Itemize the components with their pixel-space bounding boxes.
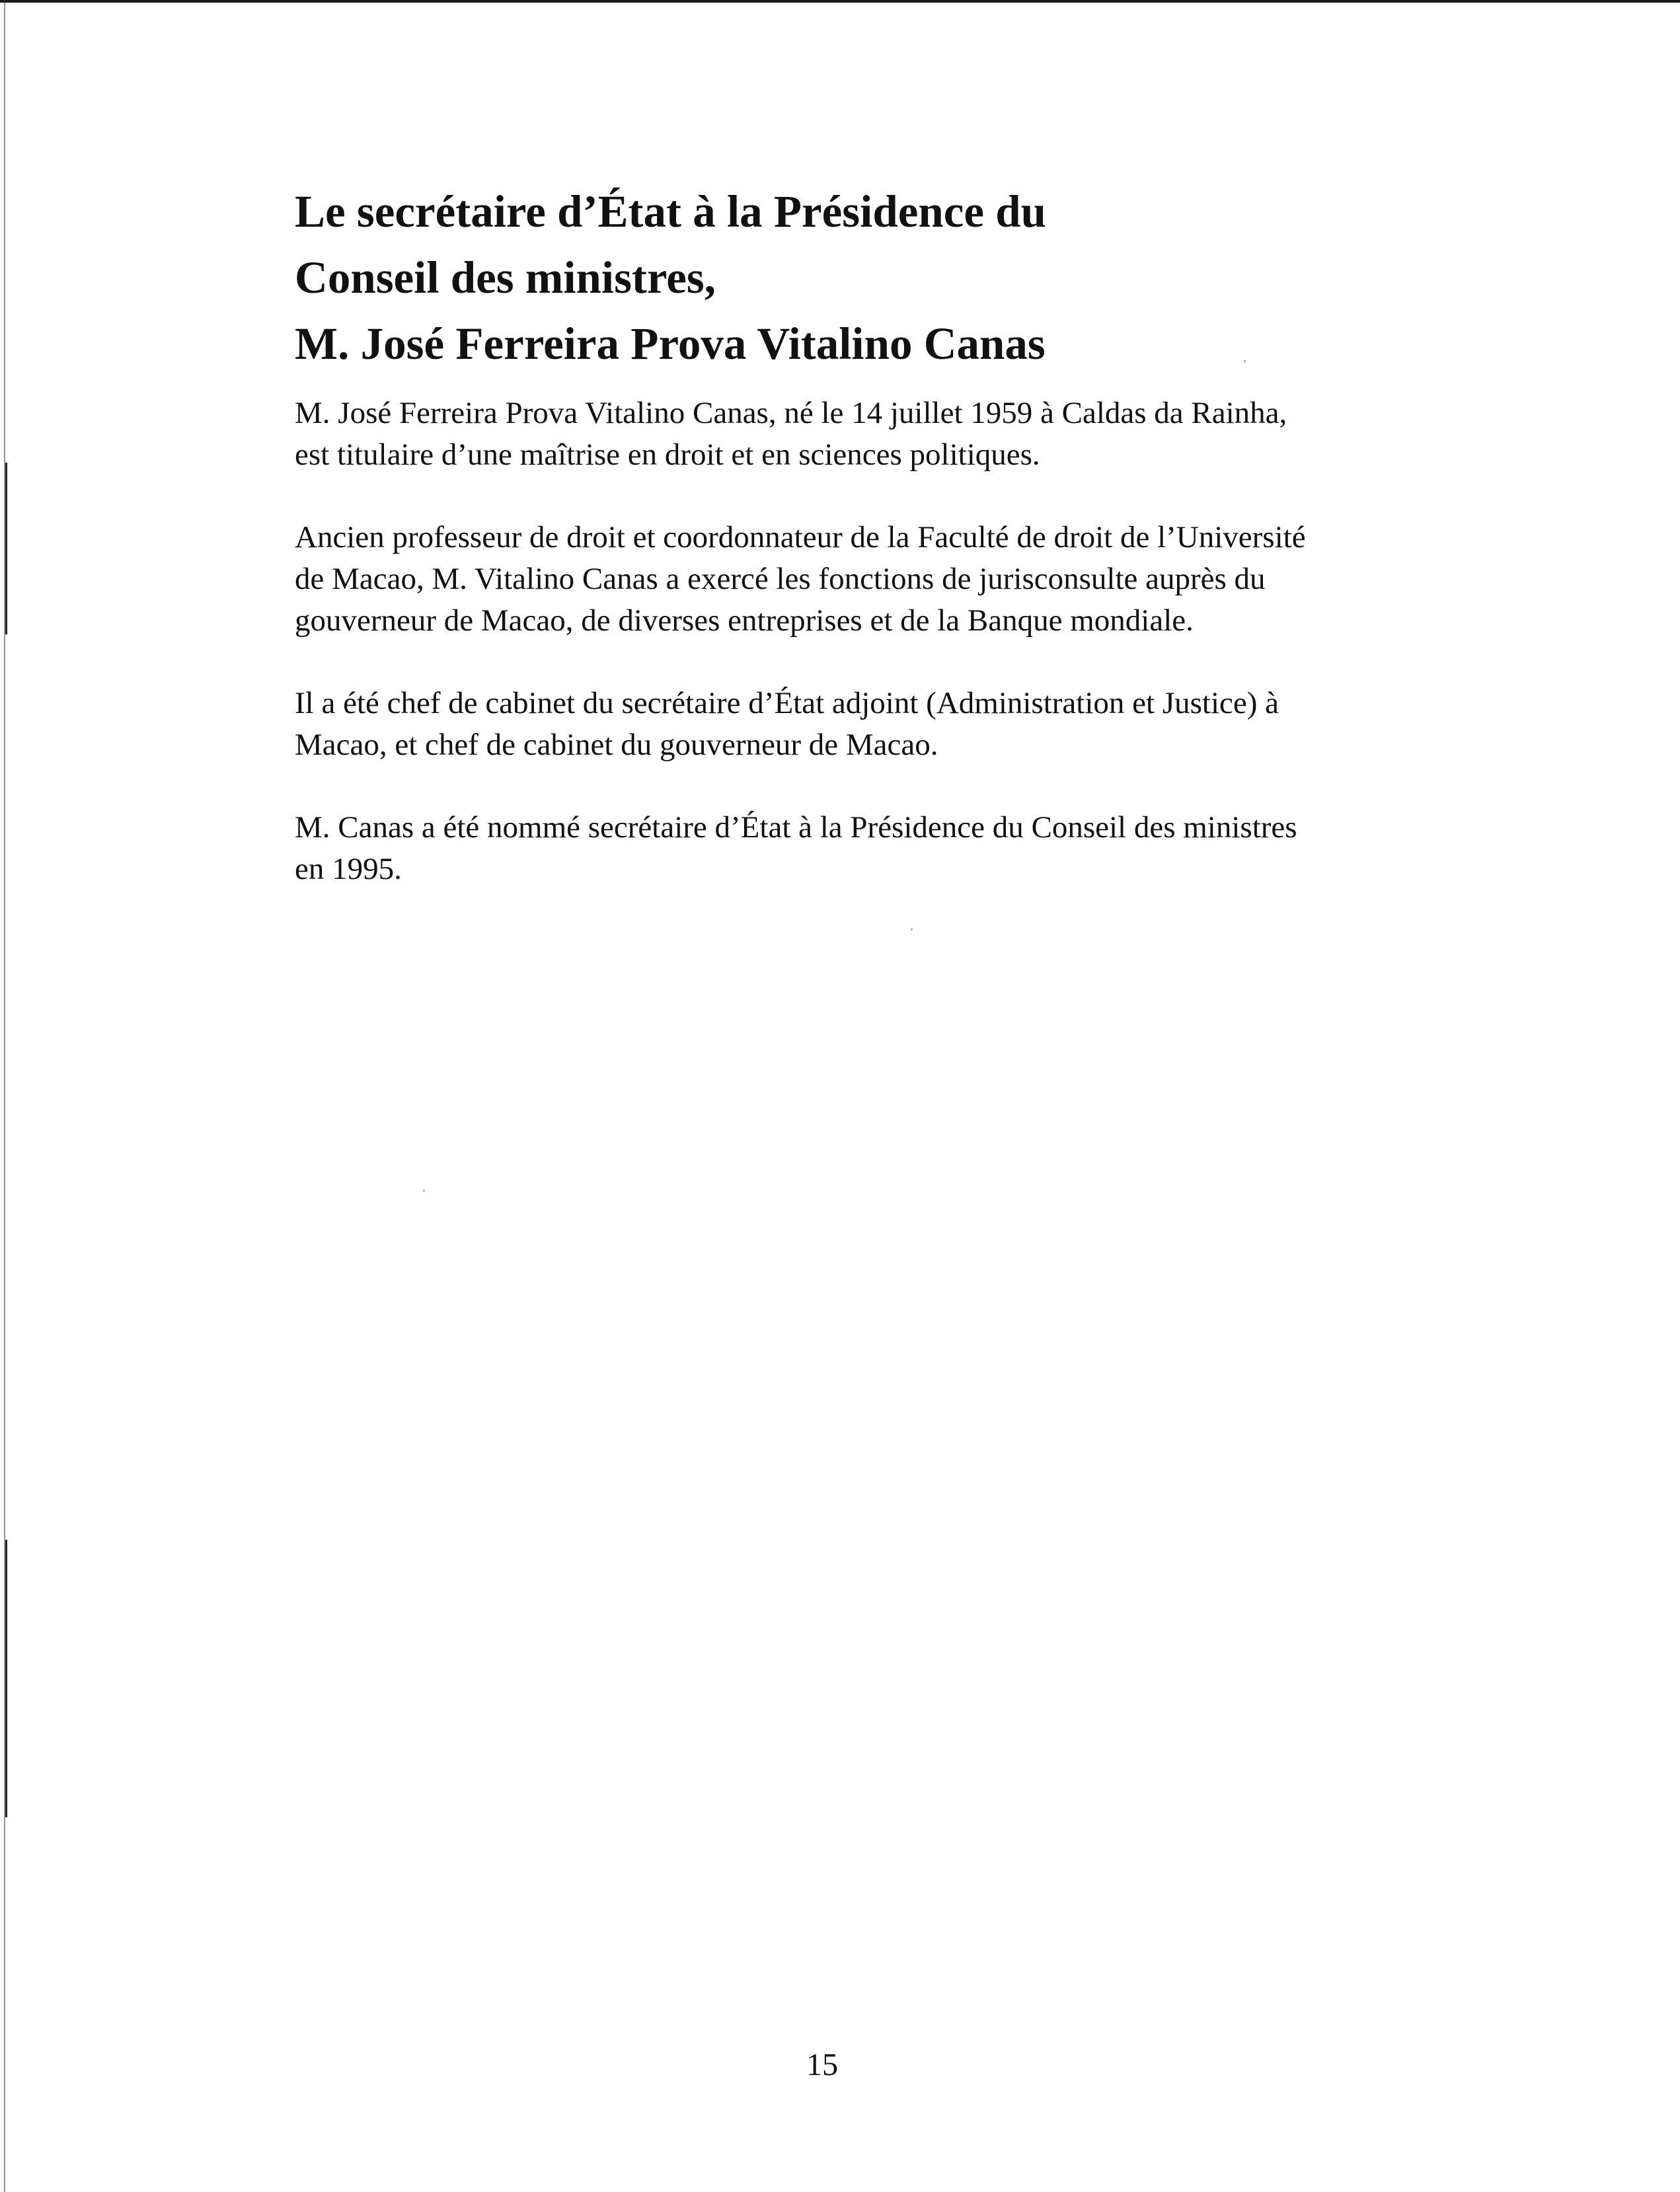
paragraph-line: M. José Ferreira Prova Vitalino Canas, né le 14 juillet 1959 à Caldas da Rainha, [295, 396, 1287, 430]
paragraph-line: M. Canas a été nommé secrétaire d’État à la Présidence du Conseil des ministres [295, 810, 1297, 845]
page-number: 15 [806, 2047, 838, 2082]
paragraph-line: en 1995. [295, 852, 402, 886]
scan-speck [423, 1190, 425, 1191]
paragraph-cabinet [295, 683, 1451, 766]
paragraph-line: Macao, et chef de cabinet du gouverneur de Macao. [295, 728, 938, 762]
paragraph-line: est titulaire d’une maîtrise en droit et en sciences politiques. [295, 437, 1040, 472]
paragraph-line: Il a été chef de cabinet du secrétaire d’État adjoint (Administration et Justice) à [295, 686, 1279, 720]
scan-left-edge-shadow-2 [5, 1540, 7, 1817]
title-line: Le secrétaire d’État à la Présidence du [295, 186, 1046, 237]
scan-top-edge [0, 0, 1680, 3]
title-line: Conseil des ministres, [295, 252, 716, 303]
body-text [295, 393, 1451, 931]
scan-left-edge-shadow-1 [5, 463, 7, 634]
page-title [295, 178, 1484, 377]
paragraph-birth-education [295, 393, 1451, 476]
scan-left-edge [4, 0, 5, 2192]
title-line: M. José Ferreira Prova Vitalino Canas [295, 319, 1046, 369]
paragraph-appointment [295, 807, 1451, 890]
paragraph-line: gouverneur de Macao, de diverses entreprises et de la Banque mondiale. [295, 603, 1194, 638]
paragraph-line: Ancien professeur de droit et coordonnateur de la Faculté de droit de l’Université [295, 520, 1306, 554]
paragraph-line: de Macao, M. Vitalino Canas a exercé les fonctions de jurisconsulte auprès du [295, 562, 1266, 596]
paragraph-career [295, 517, 1451, 642]
